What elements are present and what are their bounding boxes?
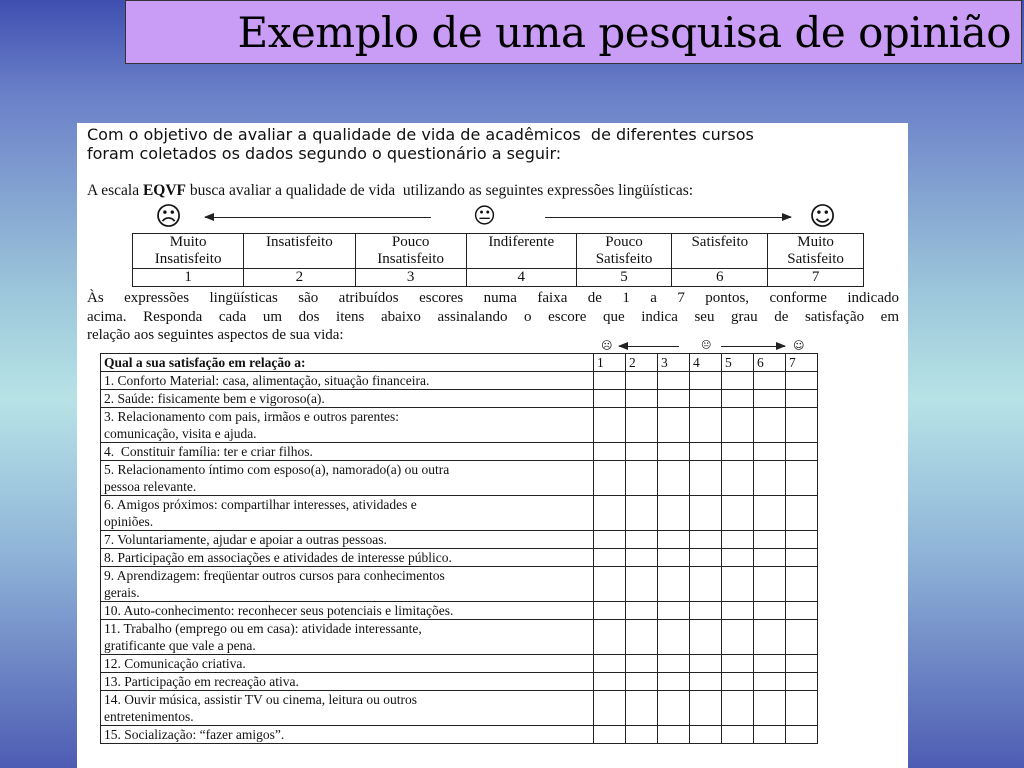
survey-question-line: 10. Auto-conhecimento: reconhecer seus potenciais e limitações. [104,603,454,618]
mini-left-arrow-icon [619,346,679,347]
survey-question-line: 9. Aprendizagem: freqüentar outros cursos para conhecimentos [104,568,445,583]
score-checkbox-3[interactable] [658,372,690,390]
score-checkbox-7[interactable] [786,602,818,620]
neutral-face-icon: 😐 [473,204,496,229]
instructions-line-3: relação aos seguintes aspectos de sua vida: [87,327,344,343]
survey-question [101,408,594,443]
survey-question-line: 8. Participação em associações e atividades de interesse público. [104,550,452,565]
score-checkbox-1[interactable] [594,602,626,620]
score-checkbox-2[interactable] [626,549,658,567]
scale-faces-row [77,203,908,231]
score-checkbox-5[interactable] [722,549,754,567]
score-checkbox-1[interactable] [594,691,626,726]
score-checkbox-5[interactable] [722,461,754,496]
survey-row [101,496,818,531]
score-checkbox-1[interactable] [594,531,626,549]
score-checkbox-6[interactable] [754,531,786,549]
scale-score: 6 [672,269,768,287]
mini-right-arrow-icon [721,346,785,347]
survey-row [101,390,818,408]
survey-row [101,691,818,726]
score-checkbox-3[interactable] [658,443,690,461]
score-checkbox-2[interactable] [626,408,658,443]
scale-score: 2 [244,269,355,287]
score-checkbox-5[interactable] [722,602,754,620]
survey-row [101,602,818,620]
survey-question-line: 14. Ouvir música, assistir TV ou cinema, leitura ou outros [104,692,417,707]
score-checkbox-5[interactable] [722,726,754,744]
score-checkbox-2[interactable] [626,461,658,496]
score-checkbox-4[interactable] [690,567,722,602]
right-arrow-icon [545,217,791,218]
score-column-header: 5 [722,354,754,372]
score-checkbox-1[interactable] [594,372,626,390]
score-checkbox-6[interactable] [754,620,786,655]
score-checkbox-4[interactable] [690,496,722,531]
score-checkbox-7[interactable] [786,408,818,443]
score-checkbox-3[interactable] [658,549,690,567]
score-checkbox-5[interactable] [722,691,754,726]
survey-question [101,691,594,726]
scale-description-prefix: A escala [87,182,143,199]
score-checkbox-5[interactable] [722,567,754,602]
survey-question-line: 15. Socialização: “fazer amigos”. [104,727,285,742]
survey-question-line: pessoa relevante. [104,479,197,494]
score-checkbox-3[interactable] [658,620,690,655]
score-checkbox-4[interactable] [690,673,722,691]
score-checkbox-2[interactable] [626,567,658,602]
survey-question [101,390,594,408]
survey-row [101,567,818,602]
survey-question-line: 13. Participação em recreação ativa. [104,674,299,689]
survey-question [101,461,594,496]
score-checkbox-5[interactable] [722,673,754,691]
survey-question [101,673,594,691]
intro-line-1: Com o objetivo de avaliar a qualidade de vida de acadêmicos de diferentes cursos [87,125,754,144]
survey-row [101,531,818,549]
score-checkbox-3[interactable] [658,602,690,620]
score-checkbox-5[interactable] [722,390,754,408]
survey-question-line: opiniões. [104,514,154,529]
score-checkbox-7[interactable] [786,655,818,673]
score-checkbox-1[interactable] [594,726,626,744]
score-checkbox-2[interactable] [626,620,658,655]
score-checkbox-1[interactable] [594,567,626,602]
score-checkbox-2[interactable] [626,673,658,691]
score-checkbox-1[interactable] [594,549,626,567]
score-checkbox-6[interactable] [754,602,786,620]
survey-question-line: entretenimentos. [104,709,194,724]
scale-label-6: Satisfeito [672,234,768,269]
score-checkbox-4[interactable] [690,655,722,673]
score-checkbox-4[interactable] [690,390,722,408]
happy-face-icon: ☺ [809,202,837,232]
score-checkbox-4[interactable] [690,549,722,567]
score-checkbox-6[interactable] [754,443,786,461]
score-checkbox-7[interactable] [786,443,818,461]
questionnaire-document [77,123,908,768]
survey-row [101,443,818,461]
survey-body [101,372,818,744]
score-checkbox-7[interactable] [786,390,818,408]
survey-question-line: 5. Relacionamento íntimo com esposo(a), namorado(a) ou outra [104,462,450,477]
score-checkbox-6[interactable] [754,726,786,744]
mini-happy-face-icon: ☺ [793,339,805,352]
survey-question-line: gerais. [104,585,140,600]
score-checkbox-3[interactable] [658,461,690,496]
survey-row [101,673,818,691]
score-checkbox-1[interactable] [594,673,626,691]
score-checkbox-7[interactable] [786,567,818,602]
score-checkbox-2[interactable] [626,726,658,744]
score-checkbox-3[interactable] [658,567,690,602]
survey-question-line: 4. Constituir família: ter e criar filhos. [104,444,313,459]
scale-name: EQVF [142,182,187,199]
scale-label-4: Indiferente [466,234,576,269]
survey-question [101,602,594,620]
scale-label-2: Insatisfeito [244,234,355,269]
survey-row [101,655,818,673]
score-checkbox-2[interactable] [626,443,658,461]
score-checkbox-4[interactable] [690,461,722,496]
survey-row [101,726,818,744]
score-checkbox-6[interactable] [754,549,786,567]
instructions-line-2: acima. Responda cada um dos itens abaixo assinalando o escore que indica seu grau de satisfação em [87,308,899,325]
scale-label-5: Pouco Satisfeito [576,234,672,269]
slide-title: Exemplo de uma pesquisa de opinião [237,7,1011,57]
scale-label-7: Muito Satisfeito [768,234,864,269]
score-checkbox-6[interactable] [754,691,786,726]
survey-table [100,353,818,744]
survey-question [101,496,594,531]
scale-labels-row [133,234,864,269]
score-checkbox-6[interactable] [754,372,786,390]
score-checkbox-7[interactable] [786,549,818,567]
score-checkbox-7[interactable] [786,620,818,655]
score-checkbox-7[interactable] [786,531,818,549]
survey-question-line: 11. Trabalho (emprego ou em casa): atividade interessante, [104,621,422,636]
survey-question [101,531,594,549]
score-checkbox-7[interactable] [786,372,818,390]
score-checkbox-3[interactable] [658,655,690,673]
score-checkbox-4[interactable] [690,726,722,744]
score-checkbox-3[interactable] [658,691,690,726]
score-checkbox-5[interactable] [722,496,754,531]
score-checkbox-5[interactable] [722,655,754,673]
survey-header-row [101,354,818,372]
survey-row [101,549,818,567]
survey-row [101,408,818,443]
score-checkbox-6[interactable] [754,390,786,408]
score-column-header: 3 [658,354,690,372]
score-checkbox-4[interactable] [690,408,722,443]
scale-description [87,182,897,200]
score-checkbox-6[interactable] [754,567,786,602]
survey-question-line: 2. Saúde: fisicamente bem e vigoroso(a). [104,391,325,406]
survey-question-line: 3. Relacionamento com pais, irmãos e outros parentes: [104,409,400,424]
score-checkbox-3[interactable] [658,496,690,531]
score-checkbox-7[interactable] [786,726,818,744]
score-checkbox-6[interactable] [754,655,786,673]
survey-row [101,461,818,496]
score-checkbox-3[interactable] [658,726,690,744]
scale-label-3: Pouco Insatisfeito [355,234,466,269]
instructions-text [87,289,899,345]
scale-scores-row [133,269,864,287]
score-checkbox-2[interactable] [626,531,658,549]
score-checkbox-4[interactable] [690,531,722,549]
survey-question [101,726,594,744]
score-checkbox-7[interactable] [786,461,818,496]
mini-neutral-face-icon: 😐 [701,340,712,351]
score-checkbox-2[interactable] [626,691,658,726]
score-checkbox-1[interactable] [594,655,626,673]
scale-score: 1 [133,269,244,287]
score-checkbox-3[interactable] [658,408,690,443]
score-checkbox-5[interactable] [722,408,754,443]
survey-question-line: comunicação, visita e ajuda. [104,426,257,441]
survey-row [101,620,818,655]
survey-question [101,549,594,567]
survey-row [101,372,818,390]
score-checkbox-4[interactable] [690,691,722,726]
score-checkbox-1[interactable] [594,443,626,461]
score-checkbox-4[interactable] [690,602,722,620]
scale-score: 3 [355,269,466,287]
survey-question [101,620,594,655]
score-column-header: 1 [594,354,626,372]
score-checkbox-7[interactable] [786,691,818,726]
survey-question-line: 7. Voluntariamente, ajudar e apoiar a outras pessoas. [104,532,387,547]
score-checkbox-2[interactable] [626,496,658,531]
score-checkbox-3[interactable] [658,531,690,549]
score-column-header: 2 [626,354,658,372]
score-checkbox-7[interactable] [786,496,818,531]
score-checkbox-5[interactable] [722,372,754,390]
score-checkbox-1[interactable] [594,408,626,443]
score-checkbox-6[interactable] [754,496,786,531]
score-checkbox-2[interactable] [626,655,658,673]
instructions-line-1: Às expressões lingüísticas são atribuídos escores numa faixa de 1 a 7 pontos, conforme indicado [87,290,899,306]
scale-label-1: Muito Insatisfeito [133,234,244,269]
intro-line-2: foram coletados os dados segundo o questionário a seguir: [87,144,562,163]
scale-score: 7 [768,269,864,287]
scale-score: 4 [466,269,576,287]
score-column-header: 7 [786,354,818,372]
score-checkbox-1[interactable] [594,461,626,496]
score-column-header: 6 [754,354,786,372]
slide-title-bar [125,0,1022,64]
score-checkbox-6[interactable] [754,461,786,496]
score-checkbox-1[interactable] [594,390,626,408]
survey-question [101,443,594,461]
score-checkbox-4[interactable] [690,443,722,461]
score-checkbox-5[interactable] [722,531,754,549]
score-checkbox-6[interactable] [754,408,786,443]
mini-sad-face-icon: ☹ [601,339,613,352]
score-checkbox-3[interactable] [658,390,690,408]
score-column-header: 4 [690,354,722,372]
score-checkbox-3[interactable] [658,673,690,691]
score-checkbox-6[interactable] [754,673,786,691]
survey-question [101,655,594,673]
score-checkbox-5[interactable] [722,620,754,655]
survey-question [101,567,594,602]
score-checkbox-1[interactable] [594,496,626,531]
scale-table [132,233,864,287]
survey-question-header: Qual a sua satisfação em relação a: [101,354,594,372]
survey-question [101,372,594,390]
survey-question-line: 1. Conforto Material: casa, alimentação, situação financeira. [104,373,430,388]
intro-text [87,125,897,163]
score-checkbox-4[interactable] [690,620,722,655]
score-checkbox-1[interactable] [594,620,626,655]
scale-description-suffix: busca avaliar a qualidade de vida utilizando as seguintes expressões lingüísticas: [186,182,694,199]
survey-question-line: 6. Amigos próximos: compartilhar interesses, atividades e [104,497,417,512]
score-checkbox-5[interactable] [722,443,754,461]
score-checkbox-2[interactable] [626,372,658,390]
survey-question-line: gratificante que vale a pena. [104,638,256,653]
score-checkbox-2[interactable] [626,390,658,408]
score-checkbox-4[interactable] [690,372,722,390]
score-checkbox-7[interactable] [786,673,818,691]
score-checkbox-2[interactable] [626,602,658,620]
mini-faces-row [597,340,827,354]
left-arrow-icon [205,217,431,218]
survey-question-line: 12. Comunicação criativa. [104,656,246,671]
scale-score: 5 [576,269,672,287]
sad-face-icon: ☹ [155,202,183,232]
